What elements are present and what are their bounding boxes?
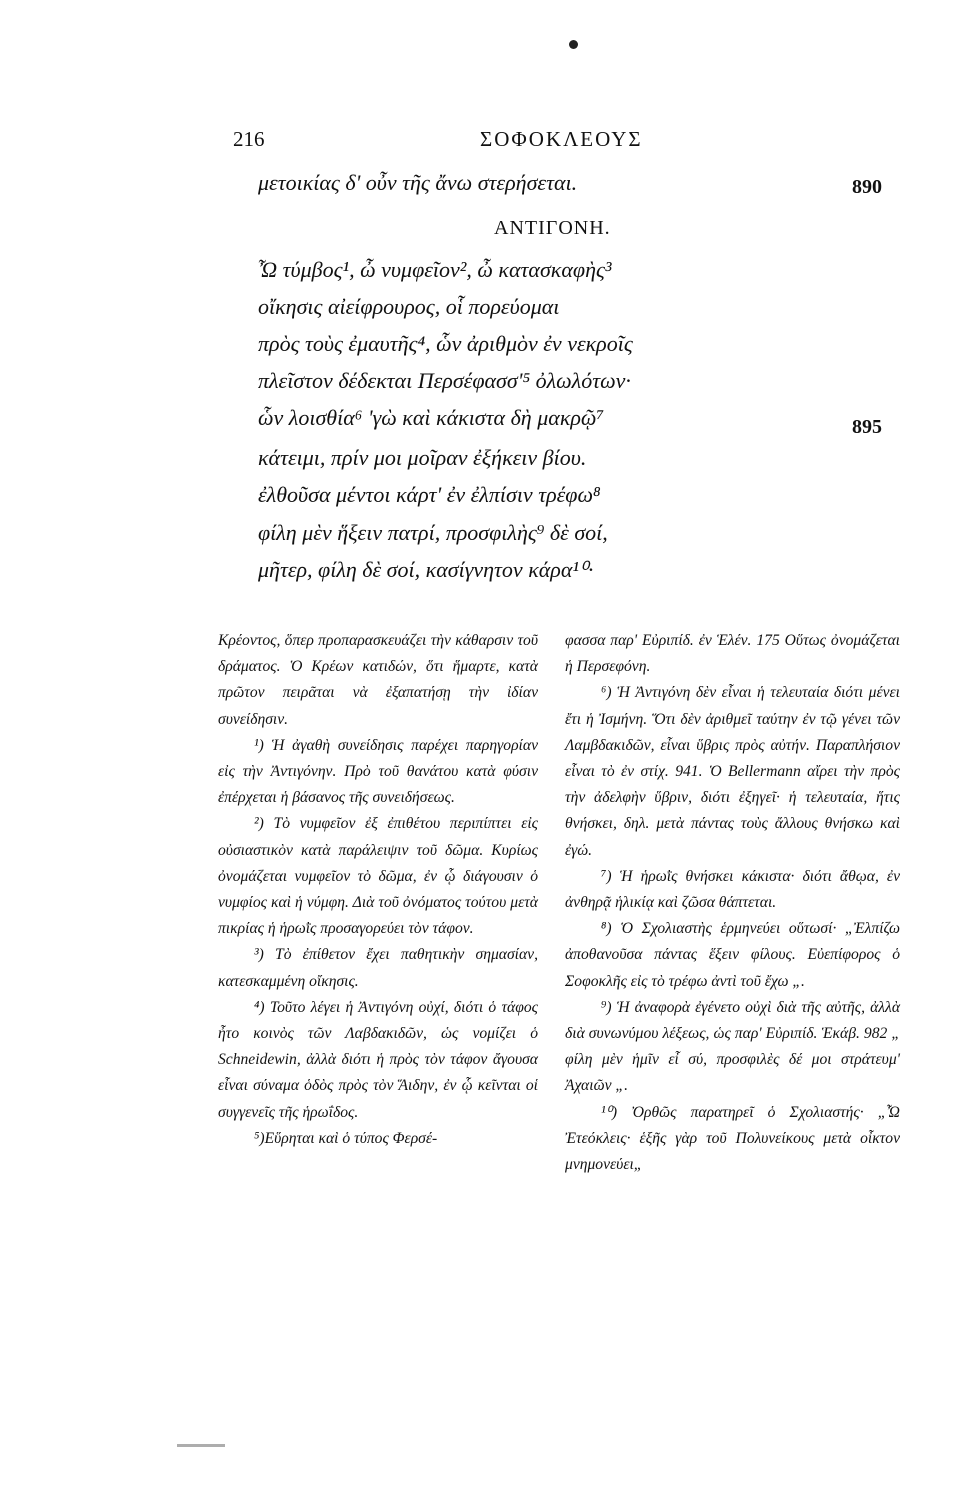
footnotes-left-column <box>218 628 538 1152</box>
ink-smudge <box>177 1444 225 1447</box>
verse-line: ὧν λοισθία⁶ 'γὼ καὶ κάκιστα δὴ μακρῷ⁷ <box>258 405 605 430</box>
verse-line: ἐλθοῦσα μέντοι κάρτ' ἐν ἐλπίσιν τρέφω⁸ <box>258 482 601 507</box>
footnote-2: ²) Τὸ νυμφεῖον ἐξ ἐπιθέτου περιπίπτει εἰς οὐσιαστικὸν κατὰ παράλειψιν τοῦ δῶμα. Κυρίως ὀνομάζεται νυμφεῖον τὸ δῶμα, ἐν ᾧ διάγουσιν ὁ νυμφίος καὶ ἡ νύμφη. Διὰ τοῦ ὀνόματος τούτου μετὰ πικρίας ἡ ἡρωῒς προσαγορεύει τὸν τάφον. <box>218 815 538 938</box>
ink-dot <box>569 40 578 49</box>
line-number-895: 895 <box>852 416 882 438</box>
footnote-9: ⁹) Ἡ ἀναφορὰ ἐγένετο οὐχὶ διὰ τῆς αὐτῆς, ἀλλὰ διὰ συνωνύμου λέξεως, ὡς παρ' Εὐριπίδ. Ἑκάβ. 982 „ φίλη μὲν ἡμῖν εἶ σύ, προσφιλὲς δέ μοι στράτευμ' Ἀχαιῶν „. <box>565 998 900 1095</box>
footnotes-right-column <box>565 628 900 1178</box>
verse-line: φίλη μὲν ἥξειν πατρί, προσφιλὴς⁹ δὲ σοί, <box>258 520 608 545</box>
verse-line: μῆτερ, φίλη δὲ σοί, κασίγνητον κάρα¹⁰· <box>258 557 594 582</box>
footnote-6: ⁶) Ἡ Ἀντιγόνη δὲν εἶναι ἡ τελευταία διότι μένει ἔτι ἡ Ἰσμήνη. Ὅτι δὲν ἀριθμεῖ ταύτην ἐν τῷ γένει τῶν Λαμβδακιδῶν, εἶναι ὕβρις πρὸς αὐτήν. Παραπλήσιον εἶναι τὸ ἐν στίχ. 941. Ὁ Bellermann αἴρει τὴν πρὸς τὴν ἀδελφὴν ὕβριν, διότι ἐξηγεῖ· ἡ τελευταία, ἥτις θνήσκει, δηλ. μετὰ πάντας τοὺς ἄλλους θνήσκω καὶ ἐγώ. <box>565 684 900 859</box>
footnote-10: ¹⁰) Ὀρθῶς παρατηρεῖ ὁ Σχολιαστής· „Ὦ Ἐτεόκλεις· ἑξῆς γὰρ τοῦ Πολυνείκους μετὰ οἶκτον μνημονεύει„ <box>565 1103 900 1174</box>
page-number: 216 <box>233 127 265 151</box>
verse-line: μετοικίας δ' οὖν τῆς ἄνω στερήσεται. <box>258 170 578 195</box>
verse-line: κάτειμι, πρίν μοι μοῖραν ἐξήκειν βίου. <box>258 445 587 470</box>
footnote-continuation: Κρέοντος, ὅπερ προπαρασκευάζει τὴν κάθαρσιν τοῦ δράματος. Ὁ Κρέων κατιδών, ὅτι ἥμαρτε, κατὰ πρῶτον πειρᾶται νὰ ἐξαπατήσῃ τὴν ἰδίαν συνείδησιν. <box>218 632 538 728</box>
footnote-3: ³) Τὸ ἐπίθετον ἔχει παθητικὴν σημασίαν, κατεσκαμμένη οἴκησις. <box>218 946 538 990</box>
footnote-5-continuation: φασσα παρ' Εὐριπίδ. ἐν Ἑλέν. 175 Οὕτως ὀνομάζεται ἡ Περσεφόνη. <box>565 632 900 676</box>
running-title: ΣΟΦΟΚΛΕΟΥΣ <box>480 127 643 151</box>
speaker-name: ΑΝΤΙΓΟΝΗ. <box>494 217 611 239</box>
footnote-5: ⁵)Εὕρηται καὶ ὁ τύπος Φερσέ- <box>254 1129 438 1147</box>
verse-line: πρὸς τοὺς ἐμαυτῆς⁴, ὧν ἀριθμὸν ἐν νεκροῖς <box>258 331 633 356</box>
verse-line: οἴκησις αἰείφρουρος, οἷ πορεύομαι <box>258 294 560 319</box>
line-number-890: 890 <box>852 176 882 198</box>
footnote-4: ⁴) Τοῦτο λέγει ἡ Ἀντιγόνη οὐχί, διότι ὁ τάφος ἦτο κοινὸς τῶν Λαβδακιδῶν, ὡς νομίζει ὁ Schneidewin, ἀλλὰ διότι ἡ πρὸς τὸν τάφον ἄγουσα εἶναι σύναμα ὁδὸς πρὸς τὸν Ἅιδην, ἐν ᾧ κεῖνται οἱ συγγενεῖς τῆς ἡρωΐδος. <box>218 998 538 1121</box>
footnote-7: ⁷) Ἡ ἡρωῒς θνήσκει κάκιστα· διότι ἄθῳα, ἐν ἀνθηρᾷ ἡλικίᾳ καὶ ζῶσα θάπτεται. <box>565 867 900 912</box>
footnote-1: ¹) Ἡ ἀγαθὴ συνείδησις παρέχει παρηγορίαν εἰς τὴν Ἀντιγόνην. Πρὸ τοῦ θανάτου κατὰ φύσιν ἐπέρχεται ἡ βάσανος τῆς συνειδήσεως. <box>218 736 538 807</box>
verse-line: Ὦ τύμβος¹, ὦ νυμφεῖον², ὦ κατασκαφὴς³ <box>258 257 612 282</box>
verse-line: πλεῖστον δέδεκται Περσέφασσ'⁵ ὀλωλότων· <box>258 368 631 393</box>
footnote-8: ⁸) Ὁ Σχολιαστὴς ἑρμηνεύει οὕτωσί· „Ἐλπίζω ἀποθανοῦσα πάντας ἕξειν φίλους. Εὐεπίφορος ὁ Σοφοκλῆς εἰς τὸ τρέφω ἀντὶ τοῦ ἔχω „. <box>565 920 900 990</box>
